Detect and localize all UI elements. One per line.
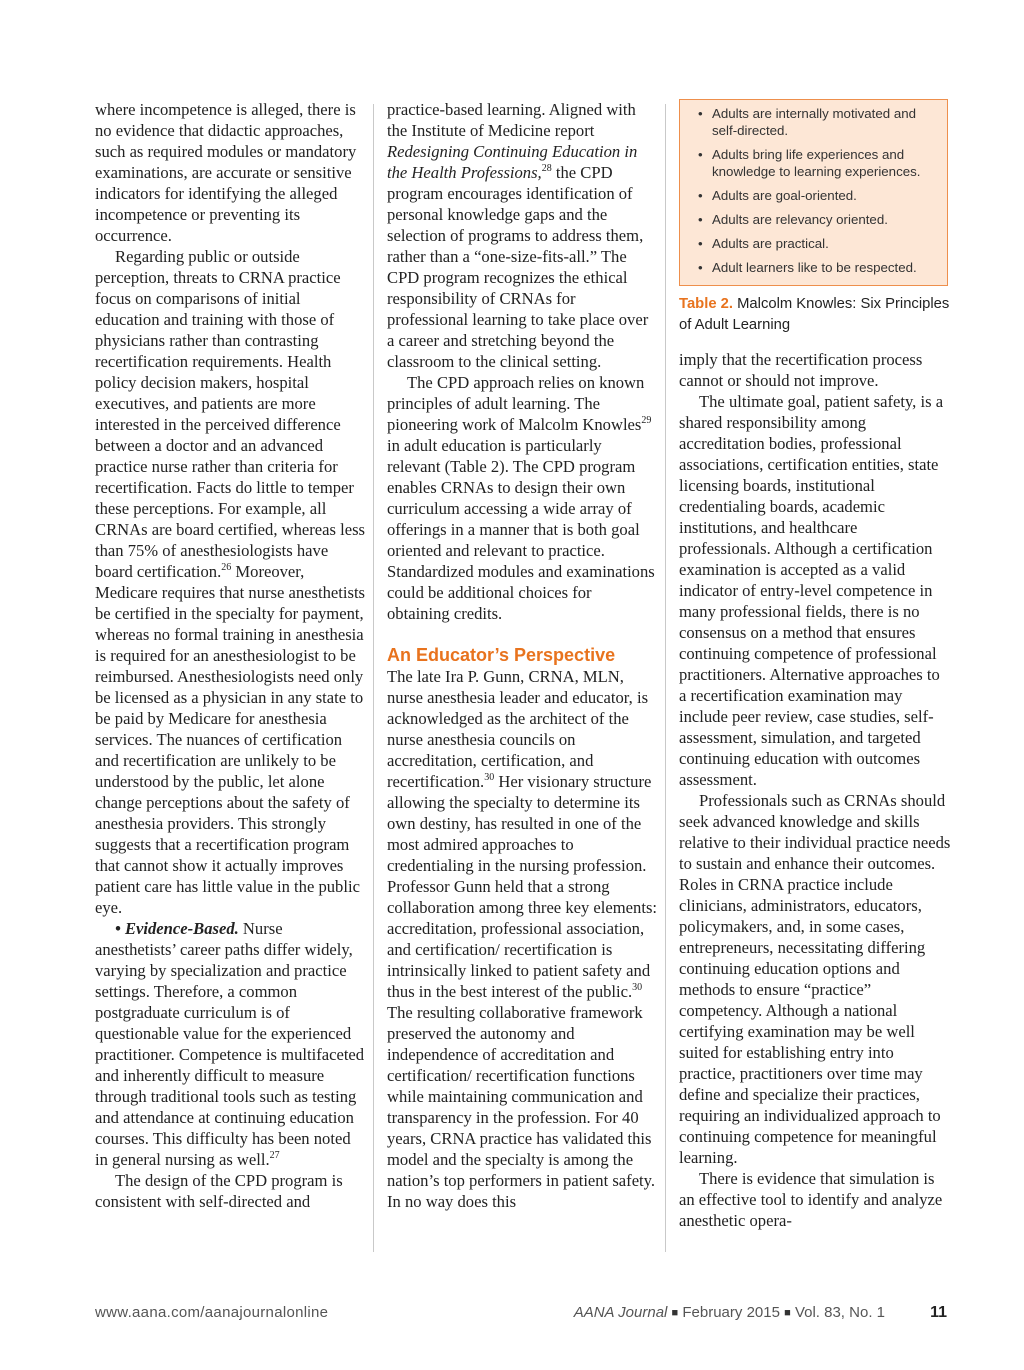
list-item: • Adults bring life experiences and knowledge to learning experiences. bbox=[698, 146, 937, 180]
text-run: Regarding public or outside perception, threats to CRNA practice focus on comparisons of initial education and training with those of physicians rather than contrasting recertification requirements. Health policy decision makers, hospital executives, and patients are more interested in the perceived difference between a doctor and an advanced practice nurse rather than criteria for recertification. Facts do little to temper these perceptions. For example, all CRNAs are board certified, whereas less than 75% of anesthesiologists have board certification. bbox=[95, 247, 366, 581]
volume-number: Vol. 83, No. 1 bbox=[794, 1304, 885, 1321]
text-run: The late Ira P. Gunn, CRNA, MLN, nurse anesthesia leader and educator, is acknowledged as the architect of the nurse anesthesia councils on accreditation, certification, and recertification. bbox=[387, 667, 649, 791]
column-divider bbox=[665, 104, 666, 1252]
reference-superscript: 30 bbox=[632, 982, 643, 993]
text-run: Moreover, Medicare requires that nurse anesthetists be certified in the specialty for payment, whereas no formal training in anesthesia is required for an anesthesiologist to be reimbursed. Anesthesiologists need only be licensed as a physician in any state to be paid by Medicare for anesthesia services. The nuances of certification and recertification are unlikely to be understood by the public, let alone change perceptions about the safety of anesthesia providers. This strongly suggests that a recertification program that cannot show it actually improves patient care has little value in the public eye. bbox=[95, 562, 366, 917]
list-item: • Adults are internally motivated and self-directed. bbox=[698, 105, 937, 139]
paragraph bbox=[387, 666, 657, 1212]
table-caption bbox=[679, 294, 951, 336]
list-item: • Adults are relevancy oriented. bbox=[698, 211, 937, 228]
column-right bbox=[679, 99, 951, 1231]
page-number: 11 bbox=[930, 1304, 947, 1321]
reference-superscript: 26 bbox=[221, 562, 232, 573]
reference-superscript: 29 bbox=[641, 415, 652, 426]
caption-text: Malcolm Knowles: Six Principles of Adult Learning bbox=[679, 296, 950, 333]
reference-superscript: 30 bbox=[484, 772, 495, 783]
journal-name: AANA Journal bbox=[573, 1304, 668, 1321]
paragraph: imply that the recertification process cannot or should not improve. bbox=[679, 350, 923, 390]
table-2-box bbox=[679, 99, 948, 286]
paragraph: There is evidence that simulation is an effective tool to identify and analyze anesthetic opera- bbox=[679, 1169, 943, 1230]
issue-date: February 2015 bbox=[682, 1304, 780, 1321]
paragraph bbox=[95, 246, 367, 918]
text-run: The resulting collaborative framework preserved the autonomy and independence of accreditation and certification/ recertification functions while maintaining communication and transparency in the profession. For 40 years, CRNA practice has validated this model and the specialty is among the nation’s top performers in patient safety. In no way does this bbox=[387, 1003, 656, 1211]
principles-list bbox=[698, 105, 937, 276]
section-heading: An Educator’s Perspective bbox=[387, 645, 616, 665]
paragraph: The ultimate goal, patient safety, is a shared responsibility among accreditation bodies, professional associations, certification entities, state licensing boards, institutional credentialing boards, academic institutions, and healthcare professionals. Although a certification examination is accepted as a valid indicator of entry-level competence in many professional fields, there is no consensus on a method that ensures continuing competence of professional practitioners. Alternative approaches to a recertification examination may include peer review, case studies, self-assessment, simulation, and targeted continuing education with outcomes assessment. bbox=[679, 392, 944, 789]
report-title: Redesigning Continuing Education in the Health Professions, bbox=[387, 142, 638, 182]
list-item: • Adults are goal-oriented. bbox=[698, 187, 937, 204]
column-middle bbox=[387, 99, 657, 1212]
reference-superscript: 28 bbox=[541, 163, 552, 174]
journal-issue bbox=[574, 1304, 885, 1321]
paragraph: where incompetence is alleged, there is no evidence that didactic approaches, such as required modules or mandatory examinations, are accurate or sensitive indicators for identifying the alleged incompetence or preventing its occurrence. bbox=[95, 100, 357, 245]
paragraph bbox=[95, 918, 367, 1170]
separator-square: ■ bbox=[671, 1307, 679, 1319]
text-run: The CPD approach relies on known principles of adult learning. The pioneering work of Malcolm Knowles bbox=[387, 373, 645, 434]
paragraph: The design of the CPD program is consistent with self-directed and bbox=[95, 1171, 343, 1211]
paragraph bbox=[387, 99, 657, 372]
inline-heading: • Evidence-Based. bbox=[115, 919, 239, 938]
table-label: Table 2. bbox=[679, 296, 733, 312]
journal-url: www.aana.com/aanajournalonline bbox=[95, 1304, 329, 1321]
text-run: in adult education is particularly relevant (Table 2). The CPD program enables CRNAs to design their own curriculum accessing a wide array of offerings in a manner that is both goal oriented and relevant to practice. Standardized modules and examinations could be additional choices for obtaining credits. bbox=[387, 436, 655, 623]
paragraph bbox=[387, 372, 657, 624]
text-run: practice-based learning. Aligned with the Institute of Medicine report bbox=[387, 100, 636, 140]
column-left bbox=[95, 99, 367, 1212]
reference-superscript: 27 bbox=[269, 1150, 280, 1161]
separator-square: ■ bbox=[784, 1307, 791, 1319]
text-run: the CPD program encourages identification of personal knowledge gaps and the selection of programs to address them, rather than a “one-size-fits-all.” The CPD program recognizes the ethical responsibility of CRNAs for professional learning to take place over a career and stretching beyond the classroom to the clinical setting. bbox=[387, 163, 649, 371]
text-run: Nurse anesthetists’ career paths differ widely, varying by specialization and practice settings. Therefore, a common postgraduate curriculum is of questionable value for the experienced practitioner. Competence is multifaceted and inherently difficult to measure through traditional tools such as testing and attendance at continuing education courses. This difficulty has been noted in general nursing as well. bbox=[95, 919, 365, 1169]
list-item: • Adult learners like to be respected. bbox=[698, 259, 937, 276]
text-run: Her visionary structure allowing the specialty to determine its own destiny, has resulted in one of the most admired approaches to credentialing in the nursing profession. Professor Gunn held that a strong collaboration among three key elements: accreditation, professional association, and certification/ recertification is intrinsically linked to patient safety and thus in the best interest of the public. bbox=[387, 772, 658, 1001]
paragraph: Professionals such as CRNAs should seek advanced knowledge and skills relative to their individual practice needs to sustain and enhance their outcomes. Roles in CRNA practice include clinicians, administrators, educators, policymakers, and, in some cases, entrepreneurs, necessitating differing continuing education options and methods to ensure “practice” competency. Although a national certifying examination may be well suited for establishing entry into practice, practitioners over time may define and specialize their practices, requiring an individualized approach to continuing competence for meaningful learning. bbox=[679, 791, 951, 1167]
page-footer bbox=[95, 1304, 947, 1326]
column-divider bbox=[373, 104, 374, 1252]
list-item: • Adults are practical. bbox=[698, 235, 937, 252]
